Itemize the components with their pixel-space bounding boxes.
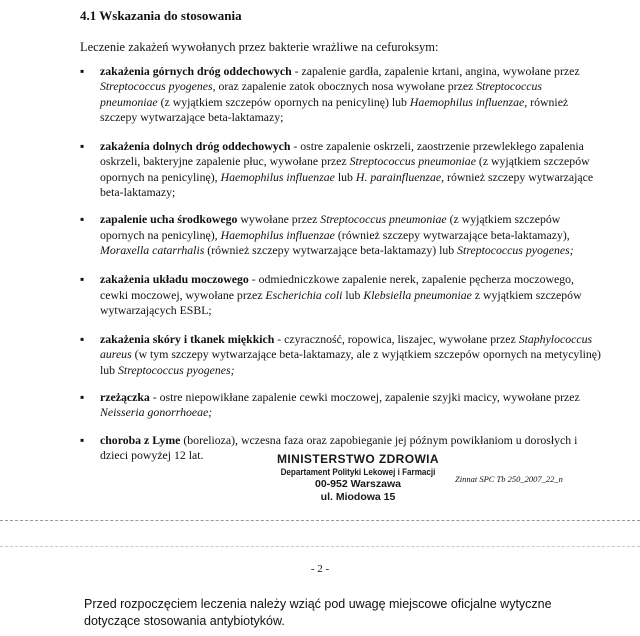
indication-text: lub [334, 169, 356, 184]
indication-item [76, 390, 602, 421]
indication-title: zakażenia skóry i tkanek miękkich [100, 332, 275, 347]
page-number: - 2 - [310, 563, 330, 575]
organism-name: H. parainfluenzae, [355, 169, 445, 184]
indication-item [76, 64, 602, 125]
indication-text: - ostre zapalenie oskrzeli, zaostrzenie przewlekłego zapalenia oskrzeli, bakteryjne zapalenie płuc, wywołane przez [100, 139, 584, 169]
indication-title: zakażenia układu moczowego [100, 272, 249, 287]
indication-title: choroba z Lyme [100, 432, 181, 447]
organism-name: Haemophilus influenzae, [409, 94, 528, 109]
indication-text: - odmiedniczkowe zapalenie nerek, zapalenie pęcherza moczowego, cewki moczowej, wywołane przez [100, 272, 575, 302]
indication-text: (również szczepy wytwarzające beta-laktamazy), [334, 227, 570, 242]
indication-item [76, 272, 602, 318]
footer-paragraph: Przed rozpoczęciem leczenia należy wziąć pod uwagę miejscowe oficjalne wytyczne dotyczące stosowania antybiotyków. [84, 597, 552, 628]
organism-name: Moraxella catarrhalis [100, 242, 205, 257]
organism-name: Staphylococcus aureus [100, 332, 593, 362]
organism-name: Haemophilus influenzae [220, 169, 335, 184]
organism-name: Escherichia coli [265, 287, 343, 302]
organism-name: Streptococcus pyogenes; [457, 242, 574, 257]
indication-text: również szczepy wytwarzające beta-laktamazy; [100, 169, 594, 200]
indication-text: - zapalenie gardła, zapalenie krtani, angina, wywołane przez [291, 64, 580, 78]
organism-name: Haemophilus influenzae [220, 227, 335, 242]
indication-text: również szczepy wytwarzające beta-laktamazy; [100, 94, 569, 124]
ministry-stamp [270, 452, 446, 503]
stamp-line-city: 00-952 Warszawa [315, 478, 401, 490]
stamp-line-ministry: MINISTERSTWO ZDROWIA [277, 452, 439, 466]
indication-item [76, 212, 602, 258]
organism-name: Neisseria gonorrhoeae; [100, 405, 213, 420]
indication-title: rzeżączka [100, 390, 150, 405]
indication-text: (z wyjątkiem szczepów opornych na penicylinę), [100, 212, 561, 242]
indication-text: (z wyjątkiem szczepów opornych na penicylinę), [100, 154, 590, 184]
organism-name: Streptococcus pyogenes; [118, 362, 235, 377]
organism-name: Streptococcus pneumoniae [100, 79, 542, 109]
page-break-rule-faint [0, 546, 640, 547]
indication-text: (w tym szczepy wytwarzające beta-laktamazy, ale z wyjątkiem szczepów opornych na metycylinę) lub [100, 347, 601, 377]
organism-name: Streptococcus pneumoniae [349, 154, 476, 169]
indications-list [76, 64, 602, 477]
intro-text: Leczenie zakażeń wywołanych przez bakterie wrażliwe na cefuroksym: [80, 40, 439, 54]
indication-text: oraz zapalenie zatok obocznych nosa wywołane przez [215, 79, 477, 94]
organism-name: Klebsiella pneumoniae [363, 287, 472, 302]
indication-text: (również szczepy wytwarzające beta-laktamazy) lub [204, 242, 458, 257]
indication-title: zakażenia dolnych dróg oddechowych [100, 139, 291, 154]
indication-item [76, 139, 602, 200]
indication-text: wywołane przez [237, 212, 321, 227]
indication-text: z wyjątkiem szczepów wytwarzających ESBL; [100, 287, 582, 317]
indication-text: (z wyjątkiem szczepów opornych na penicylinę) lub [157, 94, 410, 109]
section-heading: 4.1 Wskazania do stosowania [80, 8, 242, 23]
indication-text: (borelioza), wczesna faza oraz zapobieganie jej późnym powikłaniom u dorosłych i dzieci powyżej 12 lat. [100, 432, 578, 462]
page-break-rule [0, 520, 640, 521]
indication-text: lub [342, 287, 364, 302]
indication-text: - ostre niepowikłane zapalenie cewki moczowej, zapalenie szyjki macicy, wywołane przez [149, 390, 580, 405]
stamp-line-street: ul. Miodowa 15 [320, 491, 396, 503]
organism-name: Streptococcus pneumoniae [320, 212, 447, 227]
approval-note: Zinnat SPC Tb 250_2007_22_n [455, 474, 563, 484]
stamp-line-department: Departament Polityki Lekowej i Farmacji [280, 467, 436, 477]
indication-title: zakażenia górnych dróg oddechowych [100, 64, 292, 78]
organism-name: Streptococcus pyogenes, [100, 79, 216, 94]
indication-text: - czyraczność, ropowica, liszajec, wywołane przez [274, 332, 519, 347]
indication-title: zapalenie ucha środkowego [100, 212, 238, 227]
indication-item [76, 332, 602, 378]
